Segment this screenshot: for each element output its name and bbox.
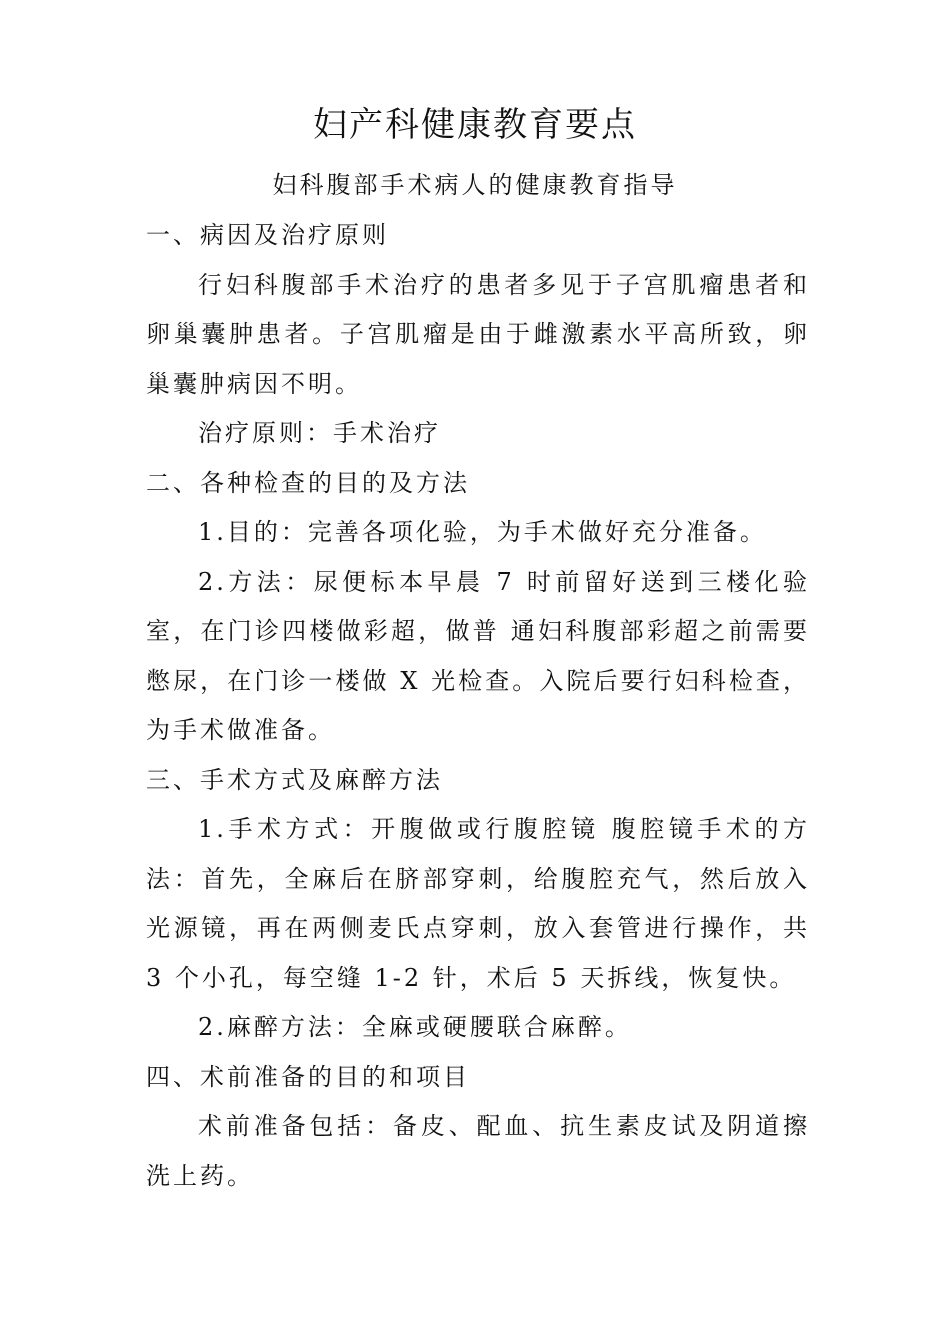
paragraph-exam-purpose: 1.目的：完善各项化验，为手术做好充分准备。 bbox=[198, 518, 767, 546]
paragraph-anesthesia-method: 2.麻醉方法：全麻或硬腰联合麻醉。 bbox=[198, 1013, 632, 1041]
document-body bbox=[146, 211, 810, 1201]
paragraph-preop-preparation: 术前准备包括：备皮、配血、抗生素皮试及阴道擦洗上药。 bbox=[146, 1112, 810, 1190]
paragraph-treatment-principle: 治疗原则：手术治疗 bbox=[198, 419, 441, 447]
paragraph-surgery-method: 1.手术方式：开腹做或行腹腔镜 腹腔镜手术的方法：首先，全麻后在脐部穿刺，给腹腔充气，然后放入光源镜，再在两侧麦氏点穿刺，放入套管进行操作，共 3 个小孔，每空缝 1-2 针，术后 5 天拆线，恢复快。 bbox=[146, 815, 810, 992]
section-heading-2: 二、各种检查的目的及方法 bbox=[146, 468, 470, 497]
section-heading-4: 四、术前准备的目的和项目 bbox=[146, 1062, 470, 1091]
document-title: 妇产科健康教育要点 bbox=[313, 105, 637, 145]
section-heading-3: 三、手术方式及麻醉方法 bbox=[146, 765, 443, 794]
document-subtitle: 妇科腹部手术病人的健康教育指导 bbox=[272, 171, 678, 199]
paragraph-etiology: 行妇科腹部手术治疗的患者多见于子宫肌瘤患者和卵巢囊肿患者。子宫肌瘤是由于雌激素水平高所致，卵巢囊肿病因不明。 bbox=[146, 270, 810, 398]
section-heading-1: 一、病因及治疗原则 bbox=[146, 221, 389, 249]
paragraph-exam-method: 2.方法：尿便标本早晨 7 时前留好送到三楼化验室，在门诊四楼做彩超，做普 通妇科腹部彩超之前需要憋尿，在门诊一楼做 X 光检查。入院后要行妇科检查， 为手术做准备。 bbox=[146, 567, 810, 744]
